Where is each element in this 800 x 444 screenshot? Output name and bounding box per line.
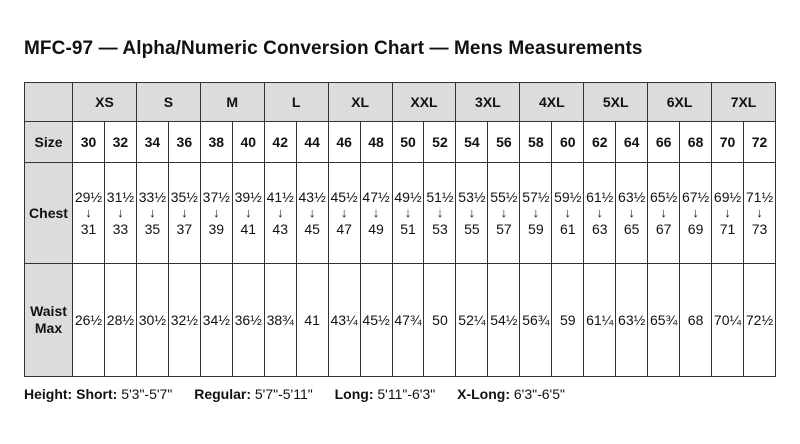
alpha-size-header: XXL [392,83,456,122]
numeric-size-cell: 38 [200,122,232,163]
arrow-down-icon: ↓ [244,205,252,220]
chest-range-cell [136,163,168,264]
chest-to-value: 45 [304,221,320,237]
chest-to-value: 71 [719,221,736,237]
height-regular-value: 5'7"-5'11" [254,386,313,402]
chest-to-value: 63 [591,221,608,237]
chest-to-value: 53 [432,221,448,237]
height-short-label: Height: Short: [24,386,118,402]
numeric-size-cell: 32 [104,122,136,163]
chest-from-value: 39½ [234,189,262,205]
numeric-size-cell: 48 [360,122,392,163]
waist-max-cell: 59 [552,264,584,377]
waist-max-cell: 63½ [616,264,648,377]
chest-to-value: 57 [496,221,512,237]
chest-range-cell [648,163,680,264]
numeric-size-cell: 72 [744,122,776,163]
chest-from-value: 45½ [330,189,358,205]
chest-from-value: 43½ [298,189,326,205]
chest-from-value: 67½ [681,189,710,205]
arrow-down-icon: ↓ [756,205,763,220]
waist-max-cell: 32½ [168,264,200,377]
chest-to-value: 31 [80,221,97,237]
arrow-down-icon: ↓ [213,205,220,220]
numeric-size-cell: 56 [488,122,520,163]
chest-range-cell [360,163,392,264]
chest-to-value: 49 [368,221,384,237]
chest-to-value: 43 [272,221,288,237]
arrow-down-icon: ↓ [628,205,635,220]
chest-range-cell [584,163,616,264]
chest-from-value: 29½ [74,189,103,205]
alpha-size-header: M [200,83,264,122]
arrow-down-icon: ↓ [181,205,188,220]
chest-range-cell [712,163,744,264]
alpha-size-row [25,83,776,122]
chest-from-value: 55½ [490,189,518,205]
waist-max-cell: 47¾ [392,264,424,377]
height-xlong-label: X-Long: [457,386,510,402]
arrow-down-icon: ↓ [468,205,476,220]
numeric-size-cell: 52 [424,122,456,163]
waist-row-label [25,264,73,377]
numeric-size-cell: 66 [648,122,680,163]
waist-max-cell: 72½ [744,264,776,377]
chest-range-cell [296,163,328,264]
chest-range-cell [200,163,232,264]
numeric-size-cell: 62 [584,122,616,163]
numeric-size-cell: 30 [73,122,105,163]
chest-row-label: Chest [25,163,73,264]
chest-to-value: 51 [400,221,416,237]
arrow-down-icon: ↓ [532,205,540,220]
alpha-size-header: 6XL [648,83,712,122]
chest-from-value: 69½ [713,189,742,205]
chest-to-value: 41 [240,221,257,237]
chest-range-cell [264,163,296,264]
numeric-size-cell: 40 [232,122,264,163]
chest-to-value: 59 [528,221,544,237]
waist-max-cell: 38¾ [264,264,296,377]
conversion-table [24,82,776,377]
chest-range-cell [168,163,200,264]
alpha-size-header: XL [328,83,392,122]
chest-to-value: 73 [751,221,768,237]
numeric-size-cell: 50 [392,122,424,163]
numeric-size-cell: 44 [296,122,328,163]
arrow-down-icon: ↓ [660,205,667,220]
chest-range-cell [73,163,105,264]
arrow-down-icon: ↓ [404,205,412,220]
height-long-value: 5'11"-6'3" [377,386,436,402]
chest-from-value: 51½ [426,189,454,205]
height-long-label: Long: [334,386,374,402]
numeric-size-cell: 54 [456,122,488,163]
chest-to-value: 61 [559,221,576,237]
chest-range-cell [616,163,648,264]
page-title: MFC-97 — Alpha/Numeric Conversion Chart — Mens Measurements [24,38,643,59]
waist-max-cell: 54½ [488,264,520,377]
chest-to-value: 65 [623,221,640,237]
arrow-down-icon: ↓ [117,205,124,220]
chest-to-value: 47 [336,221,352,237]
arrow-down-icon: ↓ [276,205,284,220]
waist-max-cell: 30½ [136,264,168,377]
waist-max-cell: 56¾ [520,264,552,377]
height-short-value: 5'3"-5'7" [121,386,173,402]
numeric-size-cell: 36 [168,122,200,163]
waist-max-cell: 43¼ [328,264,360,377]
chest-from-value: 53½ [458,189,486,205]
waist-max-cell: 70¼ [712,264,744,377]
arrow-down-icon: ↓ [724,205,731,220]
chest-range-cell [328,163,360,264]
chest-from-value: 49½ [394,189,422,205]
chest-row [25,163,776,264]
alpha-size-header: 5XL [584,83,648,122]
chest-range-cell [552,163,584,264]
waist-max-cell: 65¾ [648,264,680,377]
chest-range-cell [488,163,520,264]
size-row-label: Size [25,122,73,163]
waist-max-cell: 61¼ [584,264,616,377]
height-legend [24,386,565,402]
waist-max-cell: 36½ [232,264,264,377]
chest-from-value: 57½ [522,189,550,205]
waist-max-cell: 41 [296,264,328,377]
numeric-size-cell: 58 [520,122,552,163]
chest-from-value: 59½ [554,189,582,205]
chest-from-value: 41½ [266,189,294,205]
alpha-size-header: 3XL [456,83,520,122]
chest-from-value: 33½ [138,189,166,205]
chest-range-cell [424,163,456,264]
arrow-down-icon: ↓ [596,205,603,220]
alpha-size-header: 4XL [520,83,584,122]
arrow-down-icon: ↓ [692,205,699,220]
numeric-size-cell: 34 [136,122,168,163]
waist-max-cell: 34½ [200,264,232,377]
alpha-size-header: XS [73,83,137,122]
chest-range-cell [520,163,552,264]
height-regular-label: Regular: [194,386,251,402]
waist-label-line1: Waist [30,303,67,319]
arrow-down-icon: ↓ [308,205,316,220]
table-corner [25,83,73,122]
chest-from-value: 37½ [202,189,230,205]
chest-to-value: 69 [687,221,704,237]
arrow-down-icon: ↓ [564,205,572,220]
chest-range-cell [392,163,424,264]
chest-from-value: 35½ [170,189,198,205]
waist-row [25,264,776,377]
chest-range-cell [744,163,776,264]
chest-range-cell [680,163,712,264]
alpha-size-header: 7XL [712,83,776,122]
chest-range-cell [232,163,264,264]
chest-from-value: 71½ [745,189,774,205]
chest-to-value: 67 [655,221,672,237]
waist-max-cell: 28½ [104,264,136,377]
chest-from-value: 61½ [586,189,614,205]
numeric-size-cell: 64 [616,122,648,163]
chest-to-value: 35 [144,221,161,237]
waist-label-line2: Max [34,320,63,336]
waist-max-cell: 45½ [360,264,392,377]
arrow-down-icon: ↓ [372,205,380,220]
waist-max-cell: 50 [424,264,456,377]
numeric-size-cell: 46 [328,122,360,163]
numeric-size-cell: 42 [264,122,296,163]
arrow-down-icon: ↓ [340,205,348,220]
numeric-size-cell: 68 [680,122,712,163]
alpha-size-header: S [136,83,200,122]
waist-max-cell: 68 [680,264,712,377]
alpha-size-header: L [264,83,328,122]
chest-from-value: 47½ [362,189,390,205]
height-xlong-value: 6'3"-6'5" [513,386,565,402]
arrow-down-icon: ↓ [436,205,444,220]
waist-max-cell: 52¼ [456,264,488,377]
chest-from-value: 31½ [106,189,135,205]
numeric-size-cell: 60 [552,122,584,163]
arrow-down-icon: ↓ [500,205,508,220]
chest-to-value: 39 [208,221,225,237]
chest-to-value: 37 [176,221,193,237]
waist-max-cell: 26½ [73,264,105,377]
chest-from-value: 63½ [618,189,646,205]
arrow-down-icon: ↓ [85,205,92,220]
chest-to-value: 55 [464,221,480,237]
chest-range-cell [456,163,488,264]
chest-to-value: 33 [112,221,129,237]
size-row [25,122,776,163]
numeric-size-cell: 70 [712,122,744,163]
chest-from-value: 65½ [650,189,678,205]
arrow-down-icon: ↓ [149,205,156,220]
chest-range-cell [104,163,136,264]
